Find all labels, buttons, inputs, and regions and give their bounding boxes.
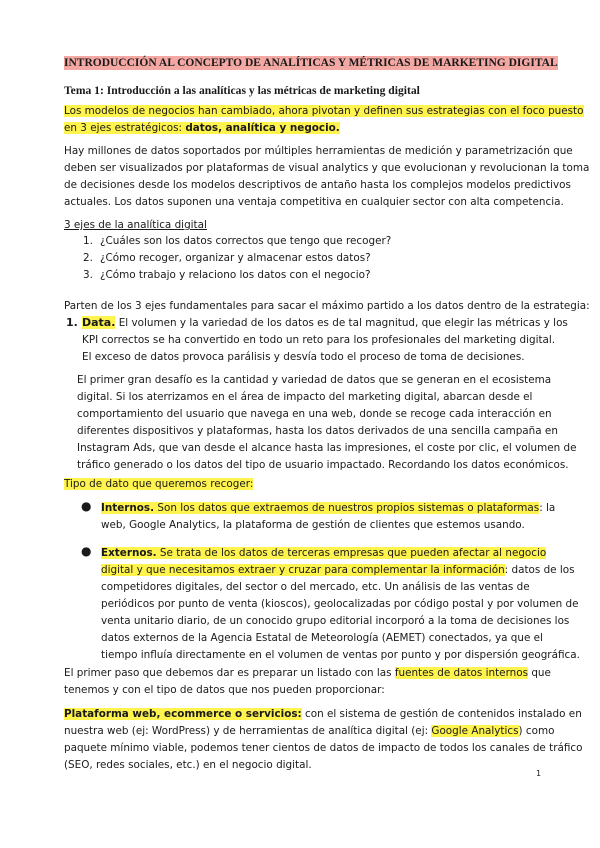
ejes-heading: 3 ejes de la analítica digital <box>64 219 207 231</box>
tipo-heading: Tipo de dato que queremos recoger: <box>64 478 254 490</box>
intro-paragraph: Los modelos de negocios han cambiado, ahora pivotan y definen sus estrategias con el foco puesto en 3 ejes estratégicos: datos, analítica y negocio. <box>64 105 584 134</box>
internos-item: Internos. Son los datos que extraemos de nuestros propios sistemas o plataformas: la web, Google Analytics, la plataforma de gestión de clientes que estemos usando. <box>101 502 556 531</box>
challenge-paragraph: El primer gran desafío es la cantidad y variedad de datos que se generan en el ecosistema digital. Si los aterrizamos en el área de impacto del marketing digital, abarcan desde el comportamiento del usuario que navega en una web, donde se recoge cada interacción en diferentes dispositivos y plataformas, hasta los datos derivados de una sencilla campaña en Instagram Ads, que van desde el alcance hasta las impresiones, el coste por clic, el volumen de tráfico generado o los datos del tipo de usuario impactado. Recordando los datos económicos. <box>77 374 577 471</box>
list-item: 1. ¿Cuáles son los datos correctos que tengo que recoger? <box>83 235 392 247</box>
ejes-list <box>64 233 391 284</box>
bullet-icon: ● <box>81 499 92 513</box>
primer-paso-paragraph: El primer paso que debemos dar es preparar un listado con las fuentes de datos internos que tenemos y con el tipo de datos que nos pueden proporcionar: <box>64 667 551 696</box>
page-number: 1 <box>536 769 542 778</box>
data-item: Data. El volumen y la variedad de los datos es de tal magnitud, que elegir las métricas y los KPI correctos se ha convertido en todo un reto para los profesionales del marketing digital. El exceso de datos provoca parálisis y desvía todo el proceso de toma de decisiones. <box>82 316 568 363</box>
externos-item: Externos. Se trata de los datos de terceras empresas que pueden afectar al negocio digital y que necesitamos extraer y cruzar para complementar la información: datos de los competidores digitales, del sector o del mercado, etc. Un análisis de las ventas de periódicos por punto de venta (kioscos), geolocalizadas por código postal y por volumen de venta unitario diario, de un conocido grupo editorial incorporó a la toma de decisiones los datos externos de la Agencia Estatal de Meteorología (AEMET) conectados, ya que el tiempo influía directamente en el volumen de ventas por punto y por dispersión geográfica. <box>101 547 580 661</box>
list-item: 2. ¿Cómo recoger, organizar y almacenar estos datos? <box>83 252 371 264</box>
parten-paragraph: Parten de los 3 ejes fundamentales para sacar el máximo partido a los datos dentro de la estrategia: <box>64 300 590 312</box>
document-title: INTRODUCCIÓN AL CONCEPTO DE ANALÍTICAS Y MÉTRICAS DE MARKETING DIGITAL <box>64 57 558 69</box>
list-item: 3. ¿Cómo trabajo y relaciono los datos con el negocio? <box>83 269 371 281</box>
data-volume-paragraph: Hay millones de datos soportados por múltiples herramientas de medición y parametrización que deben ser visualizados por plataformas de visual analytics y que evolucionan y revolucionan la toma de decisiones desde los modelos descriptivos de antaño hasta los complejos modelos predictivos actuales. Los datos suponen una ventaja competitiva en cualquier sector con alta competencia. <box>64 145 590 208</box>
plataforma-paragraph: Plataforma web, ecommerce o servicios: con el sistema de gestión de contenidos instalado en nuestra web (ej: WordPress) y de herramientas de analítica digital (ej: Google Analytics) como paquete mínimo viable, podemos tener cientos de datos de impacto de todos los canales de tráfico (SEO, redes sociales, etc.) en el negocio digital. <box>64 708 583 771</box>
section-heading: Tema 1: Introducción a las analíticas y las métricas de marketing digital <box>64 84 420 97</box>
list-number: 1. <box>66 316 78 329</box>
bullet-icon: ● <box>81 544 92 558</box>
